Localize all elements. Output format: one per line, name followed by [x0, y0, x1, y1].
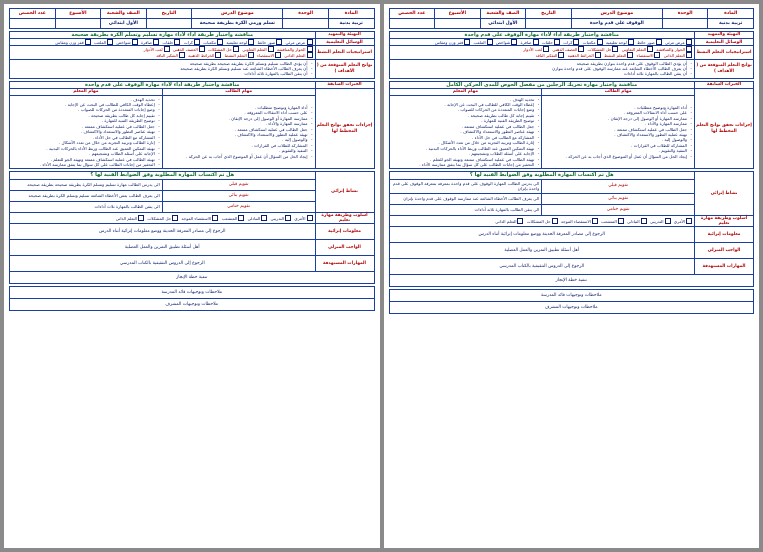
strategy-label: حل المشكلات	[208, 47, 232, 53]
teacher-task: - جعل الطالب في عملية استكشاف ممتعة .	[12, 124, 160, 129]
checkbox-aid[interactable]	[248, 39, 254, 45]
checkbox-method[interactable]	[212, 215, 218, 221]
checkbox-strategy[interactable]	[595, 52, 601, 58]
checkbox-aid[interactable]	[686, 39, 692, 45]
strategy-label: الاستقصاء	[636, 53, 654, 59]
teacher-task: - تهيئة عناصر التطور والاستعداد والاكتشاف .	[12, 129, 160, 134]
intro-table-left	[9, 31, 375, 79]
assessment-type-0-right: تقويم قبلي	[542, 179, 695, 193]
header-value-period	[389, 19, 435, 29]
checkbox-aid[interactable]	[174, 39, 180, 45]
teacher-task: - وضع إجابات المتعددة من الحركات للصواب .	[12, 107, 160, 112]
label-aims-right: التهيئة والتمهيد	[695, 32, 754, 39]
student-tasks-left	[162, 95, 315, 169]
outcomes-right	[389, 59, 695, 78]
student-task: - ممارسة المهارة أو الوصول إلى درجة الإتقان .	[165, 116, 313, 121]
method-options-right	[389, 215, 695, 227]
student-task: - على حسب أداء الانتقالات المعروفة .	[544, 110, 692, 115]
student-tasks-right	[542, 95, 695, 169]
aid-label: حلقات	[541, 40, 553, 46]
aid-label: قفز وزن ومقاس	[434, 40, 464, 46]
strategy-label: لعب الأدوار	[523, 47, 543, 53]
aids-options-right	[389, 39, 695, 46]
student-task: - والوصول إليه .	[165, 137, 313, 142]
checkbox-strategy[interactable]	[543, 46, 549, 52]
teacher-task: - تحديد الهدف .	[392, 97, 540, 102]
header-table-left	[9, 8, 375, 29]
header-label-class: الصف والشعبة	[101, 9, 147, 19]
checkbox-strategy[interactable]	[164, 46, 170, 52]
assessment-type-0-left: تقويم قبلي	[162, 179, 315, 190]
checkbox-aid[interactable]	[487, 39, 493, 45]
method-label: التدريبي	[270, 215, 285, 221]
checkbox-strategy[interactable]	[654, 52, 660, 58]
checkbox-aid[interactable]	[533, 39, 539, 45]
label-strategies-right: استراتيجيات التعلم النشط	[695, 46, 754, 59]
checkbox-method[interactable]	[552, 218, 558, 224]
teacher-task: - الإجابة على أسئلة الطلاب وتشجيعهم .	[12, 151, 160, 156]
teacher-task: - وضع إجابات المتعددة من الحركات للصواب .	[392, 107, 540, 112]
header-label-unit: الوحدة	[662, 9, 708, 19]
aid-label: قفز وزن ومقاس	[55, 40, 84, 46]
checkbox-aid[interactable]	[194, 39, 200, 45]
aid-label: مكعبات	[582, 40, 596, 46]
main-activity-right: مناقشة واختبار طريقة أداء لأداء مهارة الوقوف على قدم واحدة	[389, 32, 695, 39]
assessment-row-0-left: الى يدرس الطالب مهارة تسليم وتسلم الكرة بطريقة صحيحة بطريقة صحيحة	[10, 179, 163, 190]
outcome-item: - أن يتقن الطالب بالمهارة ثلاثة أداءات	[392, 71, 693, 76]
aid-label: لوحة تعليمية	[605, 40, 627, 46]
teacher-task: - إعطاء الوقت الكافي للطالب في البحث عن الإجابة .	[12, 102, 160, 107]
teacher-task: - توضيح الطريقة الفنية للمهارة .	[12, 118, 160, 123]
main-activity-left: مناقشة واختبار طريقة أداء لأداء مهارة تسليم وتسلم الكرة بطريقة صحيحة	[10, 32, 316, 39]
method-label: التعلم الذاتي	[495, 218, 517, 224]
assessment-type-2-left: تقويم ختامي	[162, 201, 315, 212]
method-label: الأمري	[673, 218, 685, 224]
checkbox-aid[interactable]	[554, 39, 560, 45]
teacher-task: - التحفيز من إجابات الطالب على كل سؤال بما يتفق ممارسة الأداء .	[392, 162, 540, 167]
header-value-subject: تربية بدنية	[328, 19, 374, 29]
checkbox-strategy[interactable]	[578, 46, 584, 52]
header-value-subject: تربية بدنية	[708, 19, 754, 29]
checkbox-strategy[interactable]	[686, 52, 692, 58]
header-label-week: الأسبوع	[435, 9, 481, 19]
checkbox-strategy[interactable]	[686, 46, 692, 52]
method-label: حل المشكلات	[147, 215, 172, 221]
label-enrichment-right: معلومات إثرائية	[695, 227, 754, 243]
student-task: - تهيئة عملية التطور والاستعداد والاكتشاف .	[165, 132, 313, 137]
teacher-task: - تحديد الهدف .	[12, 97, 160, 102]
activity-question-right: هل تم اكتساب المهارة المطلوبة وفق الضوابط الفنية لها ؟	[389, 172, 695, 179]
student-task: - إيجاد الحل من السؤال أن عمل أو الموضوع الذي أجاب به عن الحركة .	[544, 154, 692, 159]
assessment-type-1-left: تقويم بنائي	[162, 190, 315, 201]
checkbox-strategy[interactable]	[248, 52, 254, 58]
homework-text-left: أهل أسئلة تطبيق التمرين والعمل العضلية	[10, 240, 316, 256]
homework-text-right: أهل أسئلة تطبيق التمرين والعمل العضلية	[389, 243, 695, 259]
activity-title-right: مناقشة واختبار مهارة تحريك الرجلين من مفصل الحوض للمدى الحركي الكامل	[389, 81, 695, 88]
teacher-task: - المشاركة مع الطالب في حل الأداء .	[392, 135, 540, 140]
strategy-label: التفكير الناقد	[535, 53, 558, 59]
closing-text-right: تنفية خطة الإنجاز	[389, 275, 754, 287]
label-method-right: أسلوب وطريقة مهارة تعليم	[695, 215, 754, 227]
teacher-task: - تهيئة الطالب في عملية استكشاف ممتعة وتهيئة الجو للتعلم .	[12, 157, 160, 162]
assessment-row-2-right: الى يتقن الطالب بالمهارة ثلاثة أداءات	[389, 204, 542, 215]
method-label: التدريبي	[650, 218, 664, 224]
student-task: - ممارسة المهارة والأداء .	[165, 121, 313, 126]
footer-note-principal-left: ملاحظات وتوجيهات قائد المدرسة	[10, 287, 375, 299]
method-label: الاستقصاء الموجه	[181, 215, 212, 221]
header-label-unit: الوحدة	[283, 9, 329, 19]
enrichment-text-left: الرجوع إلى مصادر المعرفة الحديثة ووضع معلومات إثرائية أثناء الدرس	[10, 224, 316, 240]
checkbox-aid[interactable]	[511, 39, 517, 45]
aid-label: لوحة تعليمية	[226, 40, 248, 46]
outcomes-left	[10, 59, 316, 78]
checkbox-strategy[interactable]	[233, 46, 239, 52]
teacher-task: - تهيئة عناصر التطور والاستعداد والاكتشاف .	[392, 129, 540, 134]
header-value-date	[526, 19, 572, 29]
assessment-row-0-right: الى يدرس الطالب المهارة الوقوف على قدم واحدة بمعرفة بمعرفة الوقوف على قدم واحدة بإتزان	[389, 179, 542, 193]
student-task: - جعل الطالب في عملية استكشاف ممتعة .	[544, 127, 692, 132]
checkbox-method[interactable]	[285, 215, 291, 221]
student-task: - جعل الطالب في عملية استكشاف ممتعة .	[165, 127, 313, 132]
strategy-label: حل المشكلات	[587, 47, 612, 53]
lesson-sheet-right	[384, 4, 760, 548]
footer-table-right	[389, 289, 755, 314]
checkbox-aid[interactable]	[628, 39, 634, 45]
header-value-date	[146, 19, 192, 29]
method-label: التعلم الذاتي	[115, 215, 137, 221]
aid-label: عرض مرئي	[665, 40, 685, 46]
checkbox-strategy[interactable]	[199, 46, 205, 52]
label-strategies-left: استراتيجيات التعلم النشط	[315, 46, 374, 59]
checkbox-method[interactable]	[592, 218, 598, 224]
header-label-subject: المادة	[328, 9, 374, 19]
aids-options-left	[10, 39, 316, 46]
student-task: - تهيئة عملية التطور والاستعداد والاكتشاف .	[544, 132, 692, 137]
assessment-table-right	[389, 171, 755, 287]
teacher-task: - إثارة الطالب وتربية التجربة من خلال من تعدد الأشكال .	[392, 140, 540, 145]
student-task: - ممارسة المهارة أو الوصول إلى درجة الإتقان .	[544, 116, 692, 121]
header-label-period: عدد الحصص	[10, 9, 56, 19]
label-teacher-role-left: مهام المعلم	[10, 89, 163, 95]
header-value-week	[435, 19, 481, 29]
assessment-row-1-right: الى يعرف الطالب الأخطاء الشائعة عند ممارسة الوقوف على قدم واحدة بإتزان	[389, 193, 542, 204]
checkbox-aid[interactable]	[307, 39, 313, 45]
label-prior-right: الخبرات السابقة	[695, 81, 754, 88]
outcome-item: - أن يؤدي الطالب الوقوف على قدم واحدة بتوازن بطريقة صحيحة	[392, 61, 693, 66]
strategy-label: العصف الذهني	[552, 47, 578, 53]
strategy-label: الخرائط الذهنية	[188, 53, 215, 59]
footer-note-supervisor-left: ملاحظات وتوجيهات المشرف	[10, 299, 375, 311]
strategy-label: التعلم التعاوني	[621, 47, 647, 53]
teacher-task: - جعل الطالب في عملية استكشاف ممتعة .	[392, 124, 540, 129]
student-task: - والوصول إليه .	[544, 137, 692, 142]
label-student-role-left: مهام الطالب	[162, 89, 315, 95]
strategy-label: الحوار والمناقشة	[276, 47, 306, 53]
header-value-period	[10, 19, 56, 29]
header-value-class: الأول ابتدائي	[480, 19, 526, 29]
header-label-period: عدد الحصص	[389, 9, 435, 19]
teacher-task: - تهيئة التمكين العميق عند الطالب وربط الأداء بالحركات البدنية .	[12, 146, 160, 151]
aid-label: شواخص	[495, 40, 511, 46]
checkbox-method[interactable]	[686, 218, 692, 224]
aid-label: كرات	[563, 40, 573, 46]
label-aids-right: الوسائل التعليمية	[695, 39, 754, 46]
aid-label: صور حائط	[257, 40, 276, 46]
checkbox-aid[interactable]	[85, 39, 91, 45]
strategy-label: التفكير الناقد	[156, 53, 178, 59]
method-label: حل المشكلات	[526, 218, 551, 224]
closing-text-left: تنفية خطة الإنجاز	[10, 272, 375, 284]
aid-label: صافرة	[520, 40, 532, 46]
method-label: الأمري	[294, 215, 306, 221]
header-label-class: الصف والشعبة	[480, 9, 526, 19]
checkbox-strategy[interactable]	[558, 52, 564, 58]
label-extras-left: المهارات المستهدفة	[315, 256, 374, 272]
method-label: المتشعب	[601, 218, 617, 224]
teacher-task: - إثارة الطالب وتربية التجربة من خلال من تعدد الأشكال .	[12, 140, 160, 145]
teacher-task: - تهيئة الطالب في عملية استكشاف ممتعة وتهيئة الجو للتعلم .	[392, 157, 540, 162]
strategy-label: التعلم النشط	[224, 53, 247, 59]
teacher-task: - التحفيز من إجابات الطالب على كل سؤال بما يتفق ممارسة الأداء .	[12, 162, 160, 167]
student-task: - التنفيذ والتقويم .	[544, 148, 692, 153]
checkbox-aid[interactable]	[573, 39, 579, 45]
label-method-left: أسلوب وطريقة مهارة تعليم	[315, 212, 374, 224]
teacher-tasks-left	[10, 95, 163, 169]
header-table-right	[389, 8, 755, 29]
activity-table-right	[389, 81, 755, 170]
strategy-label: التعلم الذاتي	[284, 53, 306, 59]
activity-table-left	[9, 81, 375, 170]
checkbox-aid[interactable]	[464, 39, 470, 45]
teacher-task: - توضيح الطريقة الفنية للمهارة .	[392, 118, 540, 123]
footer-note-supervisor-right: ملاحظات وتوجيهات المشرف	[389, 302, 754, 314]
method-label: المتشعب	[221, 215, 238, 221]
aid-label: مكعبات	[203, 40, 217, 46]
strategy-label: الاستقصاء	[257, 53, 274, 59]
aid-label: عرض مرئي	[285, 40, 306, 46]
header-value-week	[55, 19, 101, 29]
strategy-label: التعلم التعاوني	[242, 47, 267, 53]
label-outcomes-right: نواتج التعلم المتوقعة من ( الأهداف )	[695, 59, 754, 78]
label-student-role-right: مهام الطالب	[542, 89, 695, 95]
label-exec-right: إجراءات تحقق نواتج التعلم المخطط لها	[695, 89, 754, 169]
student-task: - أداء المهارة وتوضيح متطلبات .	[544, 105, 692, 110]
label-aids-left: الوسائل التعليمية	[315, 39, 374, 46]
checkbox-strategy[interactable]	[275, 52, 281, 58]
label-enrichment-left: معلومات إثرائية	[315, 224, 374, 240]
footer-table-left	[9, 286, 375, 311]
method-label: التبادلي	[627, 218, 640, 224]
checkbox-method[interactable]	[517, 218, 523, 224]
strategy-label: لعب الأدوار	[143, 47, 163, 53]
checkbox-strategy[interactable]	[627, 52, 633, 58]
checkbox-strategy[interactable]	[268, 46, 274, 52]
activity-question-left: هل تم اكتساب المهارة المطلوبة وفق الضوابط الفنية لها ؟	[10, 172, 316, 179]
checkbox-method[interactable]	[641, 218, 647, 224]
checkbox-aid[interactable]	[132, 39, 138, 45]
strategy-label: الخرائط الذهنية	[567, 53, 594, 59]
teacher-task: - تهيئة التمكين العميق عند الطالب وربط الأداء بالحركات البدنية .	[392, 146, 540, 151]
checkbox-method[interactable]	[261, 215, 267, 221]
aid-label: الملعب	[93, 40, 107, 46]
label-extras-right: المهارات المستهدفة	[695, 259, 754, 275]
teacher-tasks-right	[389, 95, 542, 169]
label-homework-right: الواجب المنزلي	[695, 243, 754, 259]
label-aims-left: التهيئة والتمهيد	[315, 32, 374, 39]
checkbox-method[interactable]	[172, 215, 178, 221]
label-homework-left: الواجب المنزلي	[315, 240, 374, 256]
student-task: - على حسب أداء الانتقالات المعروفة .	[165, 110, 313, 115]
student-task: - أداء المهارة وتوضيح متطلبات .	[165, 105, 313, 110]
assessment-row-2-left: الى يتقن الطالب بالمهارة ثلاث أداءات	[10, 201, 163, 212]
strategy-label: التعلم النشط	[604, 53, 627, 59]
header-label-date: التاريخ	[526, 9, 572, 19]
checkbox-method[interactable]	[307, 215, 313, 221]
label-activity-left: نشاط إثرائي	[315, 172, 374, 212]
assessment-type-1-right: تقويم بنائي	[542, 193, 695, 204]
checkbox-strategy[interactable]	[307, 52, 313, 58]
checkbox-aid[interactable]	[597, 39, 603, 45]
aid-label: حلقات	[162, 40, 174, 46]
label-teacher-role-right: مهام المعلم	[389, 89, 542, 95]
enrichment-text-right: الرجوع إلى مصادر المعرفة الحديثة ووضع معلومات إثرائية أثناء الدرس	[389, 227, 695, 243]
strategy-options-right	[389, 46, 695, 59]
header-label-subject: المادة	[708, 9, 754, 19]
checkbox-method[interactable]	[138, 215, 144, 221]
checkbox-strategy[interactable]	[179, 52, 185, 58]
extras-text-right: الرجوع إلى الدروس التثقيفية بالكتاب المدرسي	[389, 259, 695, 275]
strategy-label: العصف الذهني	[172, 47, 198, 53]
outcome-item: - أن يتقن الطالب بالمهارة ثلاثة أداءات	[12, 71, 313, 76]
checkbox-method[interactable]	[618, 218, 624, 224]
label-outcomes-left: نواتج التعلم المتوقعة من ( الأهداف )	[315, 59, 374, 78]
teacher-task: - تقييم إجابة كل طالب بطريقة صحيحة .	[12, 113, 160, 118]
method-options-left	[10, 212, 316, 224]
checkbox-aid[interactable]	[107, 39, 113, 45]
teacher-task: - المشاركة مع الطالب في حل الأداء .	[12, 135, 160, 140]
extras-text-left: الرجوع إلى الدروس التثقيفية بالكتاب المدرسي	[10, 256, 316, 272]
lesson-sheet-left	[4, 4, 380, 548]
checkbox-strategy[interactable]	[307, 46, 313, 52]
label-prior-left: الخبرات السابقة	[315, 81, 374, 88]
label-exec-left: إجراءات تحقق نواتج التعلم المخطط لها	[315, 89, 374, 169]
header-label-topic: موضوع الدرس	[192, 9, 283, 19]
checkbox-aid[interactable]	[217, 39, 223, 45]
aid-label: الملعب	[473, 40, 486, 46]
outcome-item: - أن يؤدي الطالب تسليم وتسلم الكرة بطريقة صحيحة بطريقة صحيحة	[12, 61, 313, 66]
checkbox-strategy[interactable]	[612, 46, 618, 52]
aid-label: صور حائط	[637, 40, 655, 46]
checkbox-method[interactable]	[238, 215, 244, 221]
strategy-options-left	[10, 46, 316, 59]
assessment-table-left	[9, 171, 375, 284]
header-value-unit	[662, 19, 708, 29]
header-value-topic: الوقوف على قدم واحدة	[571, 19, 662, 29]
header-value-class: الأول ابتدائي	[101, 19, 147, 29]
outcome-item: - أن يعرف الطالب الأخطاء الشائعة عند تسليم وتسلم الكرة بطريقة صحيحة	[12, 66, 313, 71]
checkbox-aid[interactable]	[656, 39, 662, 45]
label-activity-right: نشاط إثرائي	[695, 172, 754, 215]
header-value-topic: تسلم ورمي الكرة بطريقة صحيحة	[192, 19, 283, 29]
student-task: - المشاركة للطلاب في القرارات .	[544, 143, 692, 148]
aid-label: شواخص	[116, 40, 131, 46]
intro-table-right	[389, 31, 755, 79]
outcome-item: - أن يعرف الطالب الأخطاء الشائعة عند ممارسة الوقوف على قدم واحدة بتوازن	[392, 66, 693, 71]
footer-note-principal-right: ملاحظات وتوجيهات قائد المدرسة	[389, 290, 754, 302]
checkbox-strategy[interactable]	[647, 46, 653, 52]
student-task: - إيجاد الحل من السؤال أن عمل أو الموضوع الذي أجاب به عن الحركة .	[165, 154, 313, 159]
header-value-unit	[283, 19, 329, 29]
student-task: - التنفيذ والتقويم .	[165, 148, 313, 153]
aid-label: صافرة	[140, 40, 153, 46]
strategy-label: التعلم الذاتي	[663, 53, 685, 59]
checkbox-method[interactable]	[665, 218, 671, 224]
header-label-week: الأسبوع	[55, 9, 101, 19]
method-label: التبادلي	[247, 215, 261, 221]
activity-title-left: مناقشة واختبار طريقة أداء لأداء مهارة الوقوف على قدم واحدة	[10, 81, 316, 88]
teacher-task: - تقييم إجابة كل طالب بطريقة صحيحة .	[392, 113, 540, 118]
assessment-row-1-left: الى يعرف الطالب بعض الأخطاء الشائعة تسليم وتسلم الكرة بطريقة صحيحة	[10, 190, 163, 201]
method-label: الاستقصاء الموجه	[561, 218, 591, 224]
header-label-topic: موضوع الدرس	[571, 9, 662, 19]
student-task: - المشاركة للطلاب في القرارات .	[165, 143, 313, 148]
student-task: - ممارسة المهارة والأداء .	[544, 121, 692, 126]
assessment-type-2-right: تقويم ختامي	[542, 204, 695, 215]
checkbox-strategy[interactable]	[215, 52, 221, 58]
checkbox-aid[interactable]	[276, 39, 282, 45]
checkbox-aid[interactable]	[153, 39, 159, 45]
strategy-label: الحوار والمناقشة	[656, 47, 685, 53]
teacher-task: - إعطاء الوقت الكافي للطالب في البحث عن الإجابة .	[392, 102, 540, 107]
teacher-task: - الإجابة على أسئلة الطلاب وتشجيعهم .	[392, 151, 540, 156]
header-label-date: التاريخ	[146, 9, 192, 19]
aid-label: كرات	[183, 40, 193, 46]
